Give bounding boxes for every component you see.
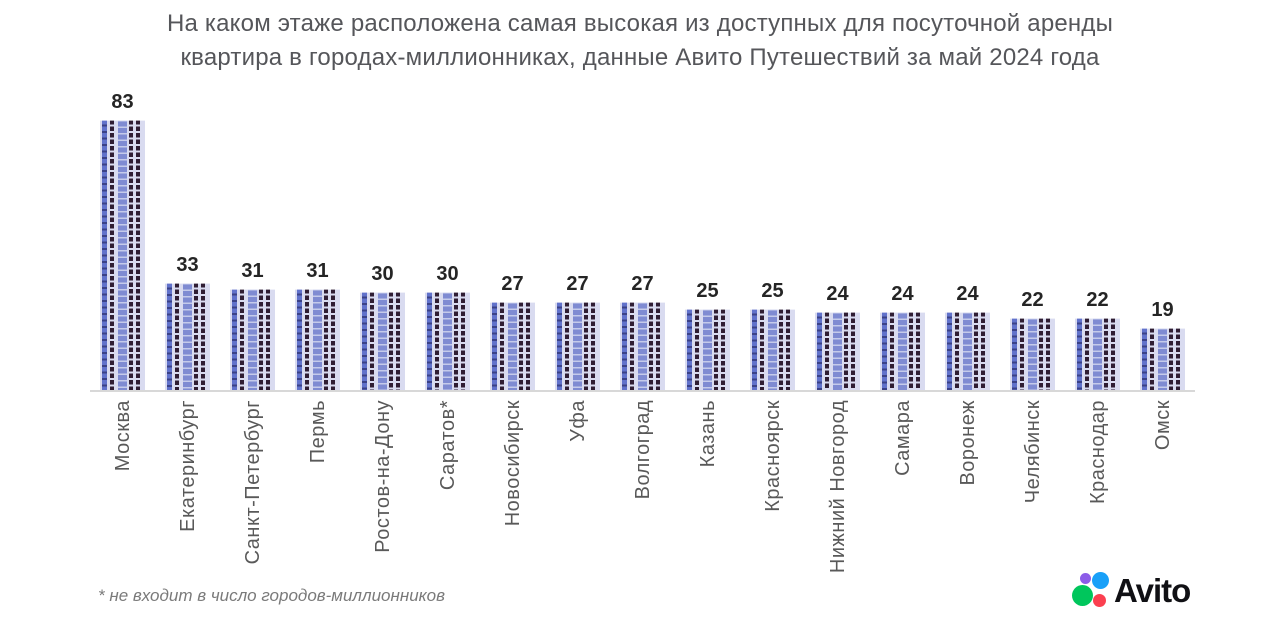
bar-chart-plot-area [90, 0, 1195, 392]
bar-slot-13 [935, 283, 1000, 390]
category-slot-14 [1000, 396, 1065, 600]
bar-value-label: 30 [371, 263, 394, 285]
bar-value-label: 31 [306, 260, 329, 282]
category-slot-4 [350, 396, 415, 600]
bar-slot-6 [480, 273, 545, 390]
category-label: Волгоград [631, 400, 654, 500]
bar-slot-10 [740, 280, 805, 390]
bar-building [1010, 318, 1055, 390]
bar-slot-0 [90, 91, 155, 390]
bar-value-label: 83 [111, 91, 134, 113]
category-label: Новосибирск [501, 400, 524, 527]
bar-building [945, 312, 990, 390]
category-slot-8 [610, 396, 675, 600]
category-slot-12 [870, 396, 935, 600]
bar-slot-7 [545, 273, 610, 390]
footnote: * не входит в число городов-миллионников [98, 586, 446, 605]
category-label: Нижний Новгород [826, 400, 849, 574]
category-slot-11 [805, 396, 870, 600]
bar-building [360, 292, 405, 390]
category-label: Уфа [566, 400, 589, 442]
category-label: Екатеринбург [176, 400, 199, 532]
bar-value-label: 25 [761, 280, 784, 302]
bar-value-label: 27 [631, 273, 654, 295]
category-label: Казань [696, 400, 719, 468]
avito-dot-green-icon [1072, 585, 1093, 606]
bar-building [1075, 318, 1120, 390]
avito-logo-text: Avito [1114, 572, 1191, 609]
category-slot-3 [285, 396, 350, 600]
category-label: Саратов* [436, 400, 459, 491]
bar-value-label: 27 [566, 273, 589, 295]
bar-slot-15 [1065, 289, 1130, 390]
bar-value-label: 24 [891, 283, 914, 305]
category-slot-10 [740, 396, 805, 600]
bar-slot-9 [675, 280, 740, 390]
bar-building [230, 289, 275, 390]
bar-slot-4 [350, 263, 415, 390]
category-label: Красноярск [761, 400, 784, 512]
bar-value-label: 22 [1021, 289, 1044, 311]
category-axis [90, 396, 1195, 600]
category-label: Краснодар [1086, 400, 1109, 505]
category-slot-0 [90, 396, 155, 600]
avito-logo [1072, 570, 1190, 612]
category-label: Омск [1151, 400, 1174, 451]
bar-value-label: 24 [826, 283, 849, 305]
category-label: Москва [111, 400, 134, 472]
category-label: Воронеж [956, 400, 979, 486]
bar-slot-3 [285, 260, 350, 390]
chart-title-line1: На каком этаже расположена самая высокая из доступных для посуточной аренды [166, 10, 1114, 37]
category-label: Самара [891, 400, 914, 476]
category-slot-9 [675, 396, 740, 600]
category-slot-13 [935, 396, 1000, 600]
bar-value-label: 24 [956, 283, 979, 305]
bar-slot-14 [1000, 289, 1065, 390]
bar-building [1140, 328, 1185, 390]
bar-building [880, 312, 925, 390]
bar-value-label: 19 [1151, 299, 1174, 321]
bar-building [555, 302, 600, 390]
category-slot-5 [415, 396, 480, 600]
category-slot-1 [155, 396, 220, 600]
avito-dot-purple-icon [1080, 573, 1091, 584]
bar-value-label: 27 [501, 273, 524, 295]
bar-value-label: 31 [241, 260, 264, 282]
bar-building [165, 283, 210, 390]
category-label: Ростов-на-Дону [371, 400, 394, 553]
bar-slot-11 [805, 283, 870, 390]
bar-slot-16 [1130, 299, 1195, 390]
bar-slot-8 [610, 273, 675, 390]
bar-slot-5 [415, 263, 480, 390]
bar-building [750, 309, 795, 390]
avito-logo-icon [1072, 570, 1112, 612]
category-label: Челябинск [1021, 400, 1044, 504]
bar-building [425, 292, 470, 390]
avito-dot-blue-icon [1092, 572, 1109, 589]
bar-building [295, 289, 340, 390]
bar-value-label: 22 [1086, 289, 1109, 311]
bar-building [490, 302, 535, 390]
bar-building [620, 302, 665, 390]
bar-value-label: 30 [436, 263, 459, 285]
bar-building [100, 120, 145, 390]
category-slot-7 [545, 396, 610, 600]
bar-slot-1 [155, 254, 220, 390]
bar-value-label: 25 [696, 280, 719, 302]
avito-dot-red-icon [1093, 594, 1106, 607]
chart-title-line2: квартира в городах-миллионниках, данные Авито Путешествий за май 2024 года [180, 44, 1100, 71]
bar-value-label: 33 [176, 254, 199, 276]
category-label: Пермь [306, 400, 329, 464]
category-slot-2 [220, 396, 285, 600]
category-label: Санкт-Петербург [241, 400, 264, 565]
bar-slot-12 [870, 283, 935, 390]
bar-slot-2 [220, 260, 285, 390]
bar-building [685, 309, 730, 390]
bar-building [815, 312, 860, 390]
category-slot-6 [480, 396, 545, 600]
